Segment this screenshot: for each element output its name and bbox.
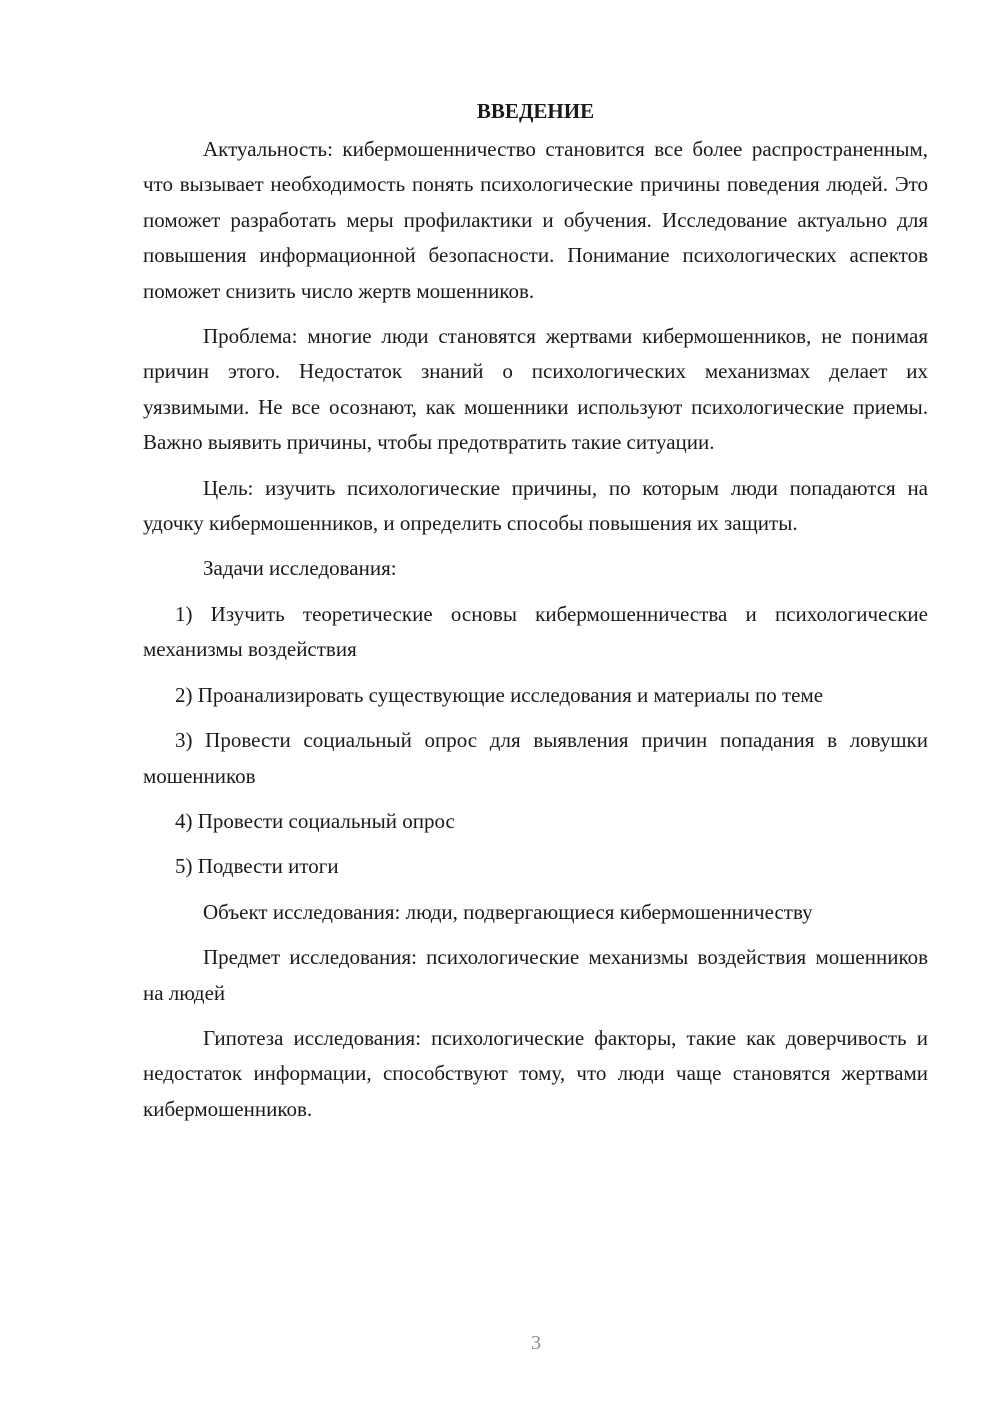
document-page	[143, 93, 928, 1137]
subject-paragraph: Предмет исследования: психологические механизмы воздействия мошенников на людей	[143, 945, 928, 1005]
task-item-4: 4) Провести социальный опрос	[175, 808, 455, 833]
goal-paragraph: Цель: изучить психологические причины, по которым люди попадаются на удочку кибермошенников, и определить способы повышения их защиты.	[143, 475, 928, 536]
hypothesis-paragraph: Гипотеза исследования: психологические факторы, такие как доверчивость и недостаток информации, способствуют тому, что люди чаще становятся жертвами кибермошенников.	[143, 1025, 928, 1121]
page-number: 3	[531, 1332, 541, 1354]
task-item-5: 5) Подвести итоги	[175, 854, 339, 879]
object-paragraph: Объект исследования: люди, подвергающиеся кибермошенничеству	[203, 899, 813, 924]
problem-paragraph: Проблема: многие люди становятся жертвами кибермошенников, не понимая причин этого. Недостаток знаний о психологических механизмах делает их уязвимыми. Не все осознают, как мошенники используют психологические приемы. Важно выявить причины, чтобы предотвратить такие ситуации.	[143, 324, 928, 455]
section-title: ВВЕДЕНИЕ	[476, 99, 595, 123]
tasks-heading: Задачи исследования:	[203, 556, 397, 581]
task-item-1: 1) Изучить теоретические основы кибермошенничества и психологические механизмы воздействия	[143, 601, 928, 662]
task-item-3: 3) Провести социальный опрос для выявления причин попадания в ловушки мошенников	[143, 728, 928, 788]
task-item-2: 2) Проанализировать существующие исследования и материалы по теме	[175, 682, 824, 707]
relevance-paragraph: Актуальность: кибермошенничество становится все более распространенным, что вызывает необходимость понять психологические причины поведения людей. Это поможет разработать меры профилактики и обучения. Исследование актуально для повышения информационной безопасности. Понимание психологических аспектов поможет снизить число жертв мошенников.	[143, 137, 928, 303]
